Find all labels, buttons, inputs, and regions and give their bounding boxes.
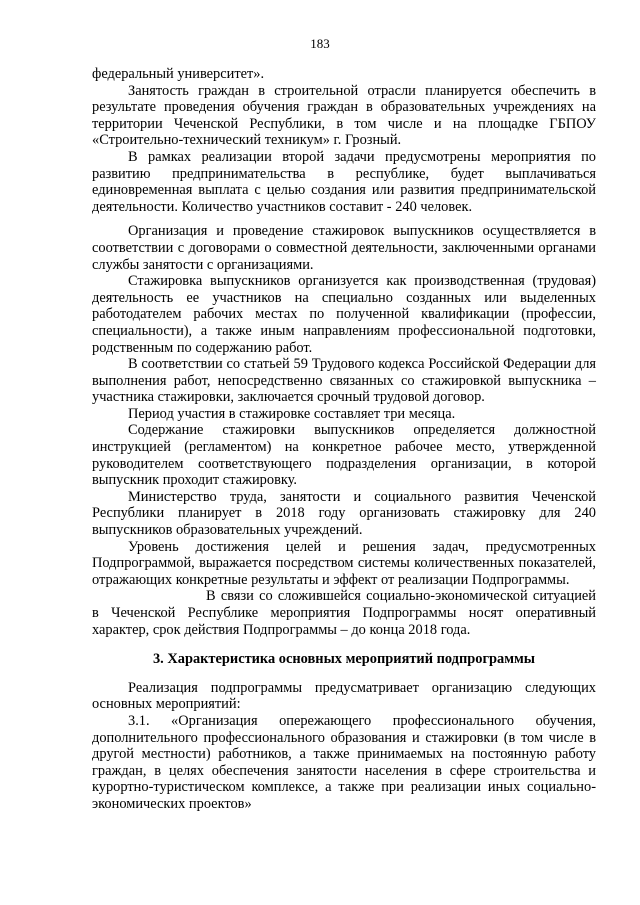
paragraph: Занятость граждан в строительной отрасли планируется обеспечить в результате проведения обучения граждан в образовательных учреждениях на территории Чеченской Республики, в том числе и на площадке ГБПОУ «Строительно-технический техникум» г. Грозный. bbox=[92, 82, 596, 149]
document-body bbox=[92, 66, 596, 813]
paragraph: В связи со сложившейся социально-экономической ситуацией в Чеченской Республике мероприятия Подпрограммы носят оперативный характер, срок действия Подпрограммы – до конца 2018 года. bbox=[92, 588, 596, 638]
paragraph: Период участия в стажировке составляет три месяца. bbox=[128, 405, 456, 422]
paragraph: Уровень достижения целей и решения задач, предусмотренных Подпрограммой, выражается посредством системы количественных показателей, отражающих конкретные результаты и эффект от реализации Подпрограммы. bbox=[92, 538, 596, 588]
section-heading: 3. Характеристика основных мероприятий подпрограммы bbox=[152, 651, 536, 668]
list-item: 3.1. «Организация опережающего профессионального обучения, дополнительного профессионального образования и стажировки (в том числе в другой местности) работников, а также принимаемых на постоянную работу граждан, в целях обеспечения занятости населения в сфере строительства и курортно-туристическом комплексе, а также при реализации иных социально-экономических проектов» bbox=[92, 712, 596, 812]
paragraph: В соответствии со статьей 59 Трудового кодекса Российской Федерации для выполнения работ, непосредственно связанных со стажировкой выпускника – участника стажировки, заключается срочный трудовой договор. bbox=[92, 356, 596, 406]
page-number: 183 bbox=[310, 36, 330, 51]
paragraph: Стажировка выпускников организуется как производственная (трудовая) деятельность ее участников на специально созданных или выделенных работодателем рабочих местах по полученной квалификации (профессии, специальности), а также иным направлениям профессиональной подготовки, родственным по содержанию работ. bbox=[92, 273, 596, 356]
paragraph: Содержание стажировки выпускников определяется должностной инструкцией (регламентом) на конкретное рабочее место, утвержденной руководителем соответствующего подразделения организации, в которой выпускник проходит стажировку. bbox=[92, 422, 596, 489]
paragraph: Организация и проведение стажировок выпускников осуществляется в соответствии с договорами о совместной деятельности, заключенными органами службы занятости с организациями. bbox=[92, 223, 596, 273]
paragraph: Реализация подпрограммы предусматривает организацию следующих основных мероприятий: bbox=[92, 679, 596, 713]
paragraph: В рамках реализации второй задачи предусмотрены мероприятия по развитию предпринимательства в республике, будет выплачиваться единовременная выплата с целью создания или развития предпринимательской деятельности. Количество участников составит - 240 человек. bbox=[92, 148, 596, 215]
paragraph: федеральный университет». bbox=[92, 66, 265, 82]
paragraph: Министерство труда, занятости и социального развития Чеченской Республики планирует в 2018 году организовать стажировку для 240 выпускников образовательных учреждений. bbox=[92, 488, 596, 539]
